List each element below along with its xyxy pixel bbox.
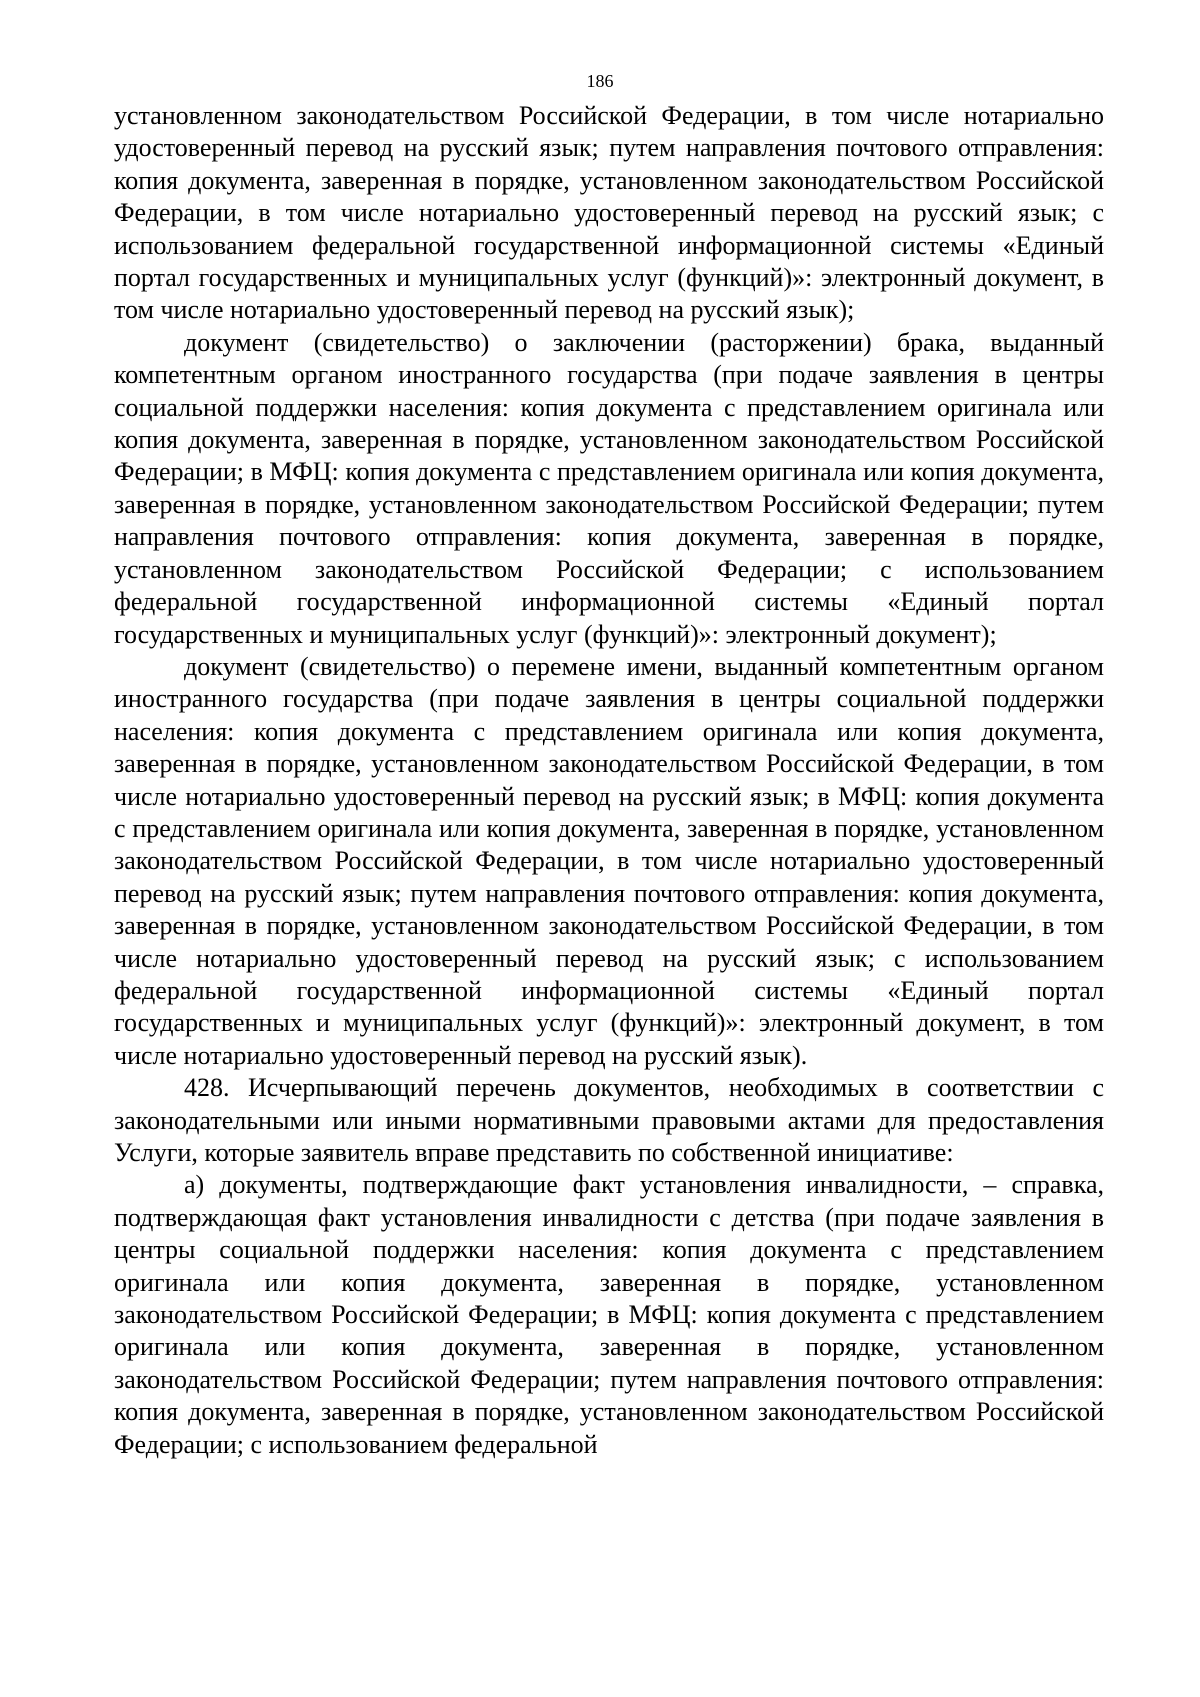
paragraph-clause-428: 428. Исчерпывающий перечень документов, необходимых в соответствии с законодательными или иными нормативными правовыми актами для предоставления Услуги, которые заявитель вправе представить по собственной инициативе:	[114, 1073, 1104, 1167]
paragraph-marriage-certificate: документ (свидетельство) о заключении (расторжении) брака, выданный компетентным органом иностранного государства (при подаче заявления в центры социальной поддержки населения: копия документа с представлением оригинала или копия документа, заверенная в порядке, установленном законодательством Российской Федерации; в МФЦ: копия документа с представлением оригинала или копия документа, заверенная в порядке, установленном законодательством Российской Федерации; путем направления почтового отправления: копия документа, заверенная в порядке, установленном законодательством Российской Федерации; с использованием федеральной государственной информационной системы «Единый портал государственных и муниципальных услуг (функций)»: электронный документ);	[114, 327, 1104, 649]
paragraph-name-change-certificate: документ (свидетельство) о перемене имени, выданный компетентным органом иностранного государства (при подаче заявления в центры социальной поддержки населения: копия документа с представлением оригинала или копия документа, заверенная в порядке, установленном законодательством Российской Федерации, в том числе нотариально удостоверенный перевод на русский язык; в МФЦ: копия документа с представлением оригинала или копия документа, заверенная в порядке, установленном законодательством Российской Федерации, в том числе нотариально удостоверенный перевод на русский язык; путем направления почтового отправления: копия документа, заверенная в порядке, установленном законодательством Российской Федерации, в том числе нотариально удостоверенный перевод на русский язык; с использованием федеральной государственной информационной системы «Единый портал государственных и муниципальных услуг (функций)»: электронный документ, в том числе нотариально удостоверенный перевод на русский язык).	[114, 651, 1104, 1070]
paragraph-item-a: а) документы, подтверждающие факт установления инвалидности, – справка, подтверждающая факт установления инвалидности с детства (при подаче заявления в центры социальной поддержки населения: копия документа с представлением оригинала или копия документа, заверенная в порядке, установленном законодательством Российской Федерации; в МФЦ: копия документа с представлением оригинала или копия документа, заверенная в порядке, установленном законодательством Российской Федерации; путем направления почтового отправления: копия документа, заверенная в порядке, установленном законодательством Российской Федерации; с использованием федеральной	[114, 1170, 1104, 1459]
page-number: 186	[586, 71, 614, 91]
paragraph-continuation: установленном законодательством Российской Федерации, в том числе нотариально удостоверенный перевод на русский язык; путем направления почтового отправления: копия документа, заверенная в порядке, установленном законодательством Российской Федерации, в том числе нотариально удостоверенный перевод на русский язык; с использованием федеральной государственной информационной системы «Единый портал государственных и муниципальных услуг (функций)»: электронный документ, в том числе нотариально удостоверенный перевод на русский язык);	[114, 101, 1104, 325]
document-body	[114, 100, 1104, 1461]
